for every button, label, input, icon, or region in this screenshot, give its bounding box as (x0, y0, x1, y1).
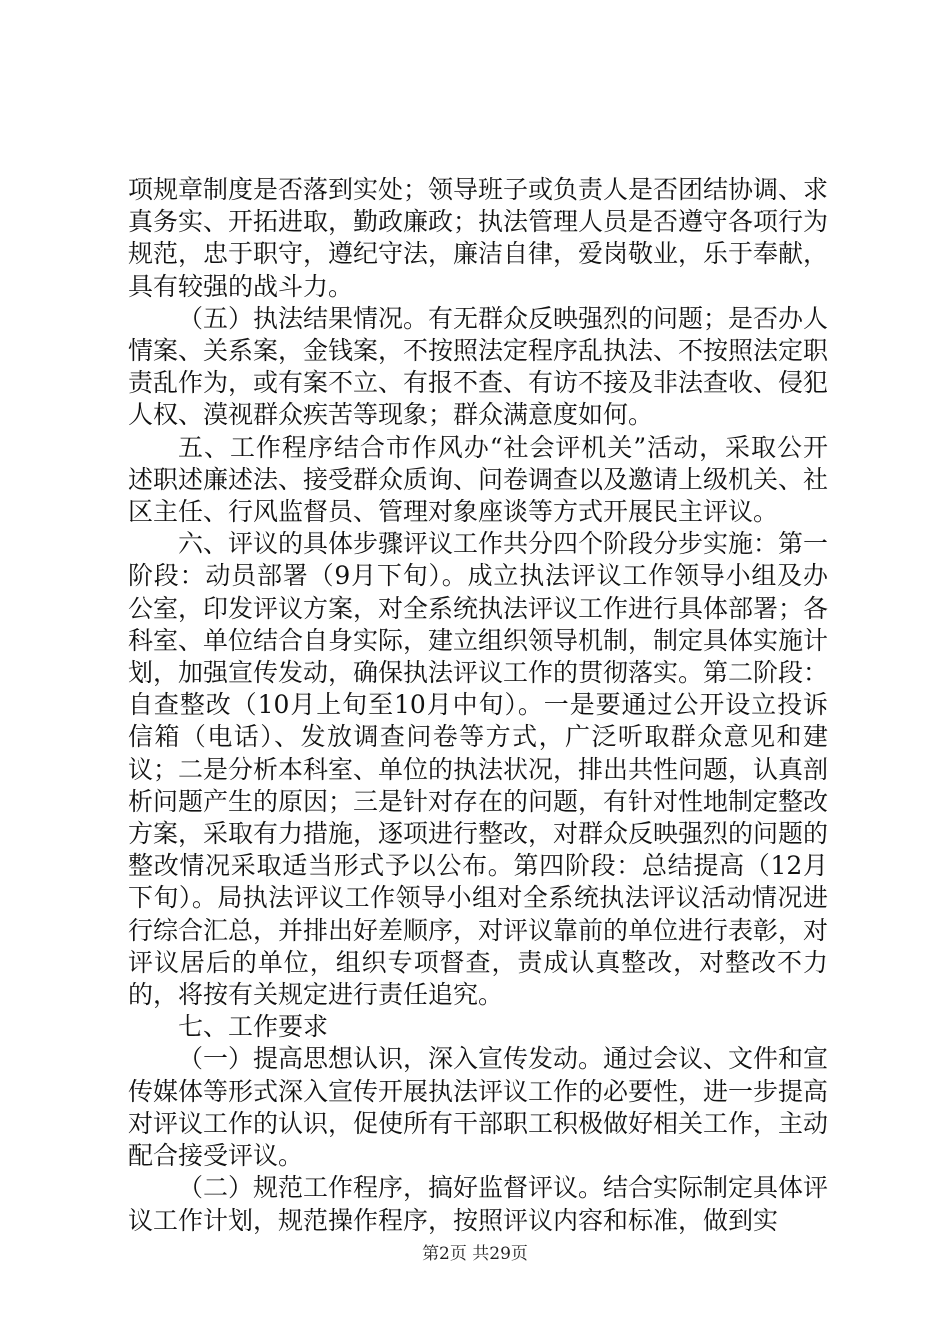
paragraph-4: 六、评议的具体步骤评议工作共分四个阶段分步实施：第一阶段：动员部署（9月下旬）。成立执法评议工作领导小组及办公室，印发评议方案，对全系统执法评议工作进行具体部署；各科室、单位结合自身实际，建立组织领导机制，制定具体实施计划，加强宣传发动，确保执法评议工作的贯彻落实。第二阶段：自查整改（10月上旬至10月中旬）。一是要通过公开设立投诉信箱（电话）、发放调查问卷等方式，广泛听取群众意见和建议；二是分析本科室、单位的执法状况，排出共性问题，认真剖析问题产生的原因；三是针对存在的问题，有针对性地制定整改方案，采取有力措施，逐项进行整改，对群众反映强烈的问题的整改情况采取适当形式予以公布。第四阶段：总结提高（12月下旬）。局执法评议工作领导小组对全系统执法评议活动情况进行综合汇总，并排出好差顺序，对评议靠前的单位进行表彰，对评议居后的单位，组织专项督查，责成认真整改，对整改不力的，将按有关规定进行责任追究。 (128, 529, 829, 1010)
section-heading-work-requirements: 七、工作要求 (178, 1012, 329, 1042)
paragraph-7: （二）规范工作程序，搞好监督评议。结合实际制定具体评议工作计划，规范操作程序，按照评议内容和标准，做到实 (128, 1173, 829, 1235)
paragraph-1: 项规章制度是否落到实处；领导班子或负责人是否团结协调、求真务实、开拓进取，勤政廉政；执法管理人员是否遵守各项行为规范，忠于职守，遵纪守法，廉洁自律，爱岗敬业，乐于奉献，具有较强的战斗力。 (128, 175, 829, 301)
page-footer (0, 1243, 950, 1265)
page-number-label: 第2页 共29页 (422, 1244, 528, 1264)
paragraph-6: （一）提高思想认识，深入宣传发动。通过会议、文件和宣传媒体等形式深入宣传开展执法评议工作的必要性，进一步提高对评议工作的认识，促使所有干部职工积极做好相关工作，主动配合接受评议。 (128, 1044, 829, 1171)
paragraph-2: （五）执法结果情况。有无群众反映强烈的问题；是否办人情案、关系案，金钱案，不按照法定程序乱执法、不按照法定职责乱作为，或有案不立、有报不查、有访不接及非法查收、侵犯人权、漠视群众疾苦等现象；群众满意度如何。 (128, 303, 829, 430)
document-body (128, 174, 828, 1237)
paragraph-3: 五、工作程序结合市作风办“社会评机关”活动，采取公开述职述廉述法、接受群众质询、问卷调查以及邀请上级机关、社区主任、行风监督员、管理对象座谈等方式开展民主评议。 (128, 432, 829, 527)
